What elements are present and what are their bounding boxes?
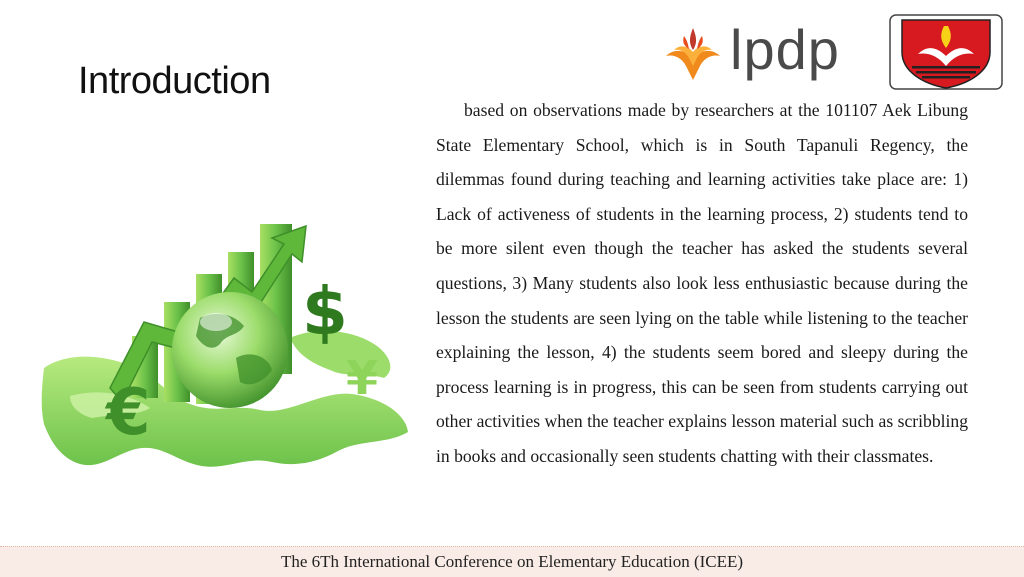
university-shield-icon: [888, 14, 1004, 90]
logo-group: [660, 14, 1010, 90]
svg-text:¥: ¥: [346, 351, 379, 405]
svg-text:$: $: [302, 273, 348, 350]
lpdp-flame-icon: [660, 22, 726, 86]
introduction-paragraph: based on observations made by researchers at the 101107 Aek Libung State Elementary School, which is in South Tapanuli Regency, the dilemmas found during teaching and learning activities take place are: 1) Lack of activeness of students in the learning process, 2) students tend to be more silent even though the teacher has asked the students several questions, 3) Many students also look less enthusiastic because during the lesson the students are seen lying on the table while listening to the teacher explaining the lesson, 4) the students seem bored and sleepy during the process learning is in progress, this can be seen from students carrying out other activities when the teacher explains lesson material such as scribbling in books and occasionally seen students chatting with their classmates.: [436, 100, 968, 466]
footer-bar: [0, 546, 1024, 577]
footer-conference-name: The 6Th International Conference on Elementary Education (ICEE): [280, 552, 744, 571]
svg-text:€: €: [106, 376, 151, 450]
lpdp-logo-text: lpdp: [730, 18, 840, 81]
finance-growth-illustration: [40, 218, 410, 474]
slide-title: Introduction: [78, 60, 271, 102]
